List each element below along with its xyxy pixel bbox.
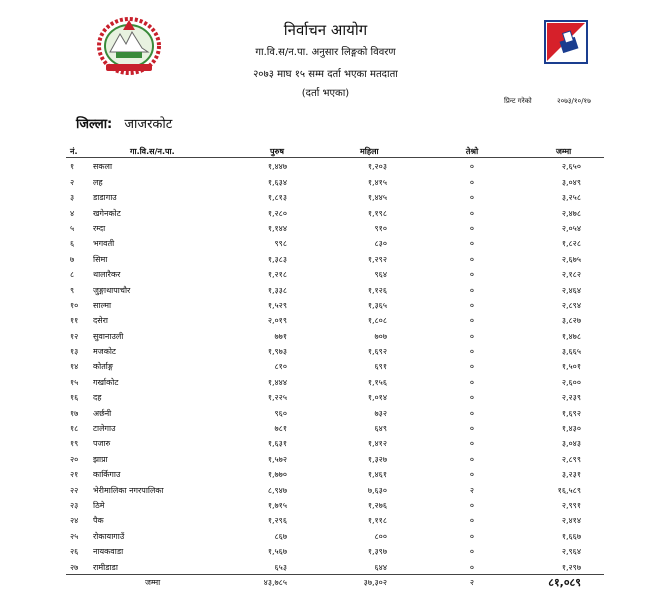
row-third-gender: ० [469,208,475,218]
table-row [0,406,651,421]
row-female: १,२०३ [367,162,387,172]
row-female: १,१९८ [367,208,387,218]
row-vdc-name: पजारु [93,439,111,449]
row-female: १,२७६ [367,500,387,510]
election-commission-logo-icon [544,20,588,64]
district-value: जाजरकोट [124,117,173,132]
row-third-gender: ० [469,254,475,264]
row-female: ७,६३० [367,485,387,495]
table-row [0,190,651,205]
row-male: १,२१८ [267,270,287,280]
total-male: ४३,७८५ [263,577,287,587]
row-vdc-name: मजकोट [93,347,116,357]
row-third-gender: २ [469,485,475,495]
row-third-gender: ० [469,316,475,326]
row-female: १,४१५ [367,177,387,187]
row-female: ९१० [374,223,387,233]
row-third-gender: ० [469,347,475,357]
table-row [0,252,651,267]
row-total: २,९९१ [561,500,581,510]
row-male: १,५७२ [267,454,287,464]
row-male: १,७७० [267,470,287,480]
row-total: १,५०१ [561,362,581,372]
table-row [0,359,651,374]
row-female: १,८०८ [367,316,387,326]
row-serial: २२ [70,485,79,495]
row-male: १,७१५ [267,500,287,510]
row-female: ६४९ [374,424,387,434]
row-vdc-name: कार्किगाउ [93,470,121,480]
row-third-gender: ० [469,270,475,280]
district-label: जिल्ला: [76,117,113,132]
row-male: १,२८० [267,208,287,218]
row-third-gender: ० [469,516,475,526]
row-third-gender: ० [469,562,475,572]
row-third-gender: ० [469,454,475,464]
row-male: १,८१३ [267,193,287,203]
row-third-gender: ० [469,547,475,557]
row-male: ८६७ [274,531,287,541]
row-serial: २० [70,454,79,464]
row-female: १,३२७ [367,454,387,464]
table-row [0,159,651,174]
row-female: ८३० [374,239,387,249]
row-male: ६५३ [274,562,287,572]
row-total: १,४७८ [561,331,581,341]
row-vdc-name: साल्मा [93,300,112,310]
table-row [0,498,651,513]
row-female: १,४४५ [367,193,387,203]
row-third-gender: ० [469,470,475,480]
row-serial: २७ [70,562,79,572]
table-row [0,221,651,236]
row-serial: १५ [70,377,79,387]
row-vdc-name: नायकवाडा [93,547,124,557]
row-male: ७७१ [274,331,287,341]
row-female: ८०० [374,531,387,541]
row-serial: १७ [70,408,79,418]
row-male: १,९७३ [267,347,287,357]
row-total: ३,६६५ [561,347,581,357]
row-serial: ७ [70,254,75,264]
table-row [0,544,651,559]
row-female: १,२९२ [367,254,387,264]
row-third-gender: ० [469,300,475,310]
total-female: ३७,३०२ [363,577,387,587]
row-serial: ६ [70,239,75,249]
row-male: ९९८ [274,239,287,249]
row-third-gender: ० [469,393,475,403]
row-male: ७८१ [274,424,287,434]
row-total: २,८९९ [561,454,581,464]
row-serial: ११ [70,316,79,326]
total-third-gender: २ [469,577,475,587]
row-third-gender: ० [469,331,475,341]
row-male: १,१४४ [267,223,287,233]
row-third-gender: ० [469,223,475,233]
row-vdc-name: रोकायागाउँ [93,531,125,541]
row-third-gender: ० [469,239,475,249]
row-serial: २६ [70,547,79,557]
table-row [0,298,651,313]
row-vdc-name: अर्छनी [93,408,112,418]
row-third-gender: ० [469,377,475,387]
row-vdc-name: भगवती [93,239,115,249]
row-serial: १४ [70,362,79,372]
row-third-gender: ० [469,193,475,203]
row-third-gender: ० [469,424,475,434]
row-female: १,१५६ [367,377,387,387]
row-third-gender: ० [469,408,475,418]
total-label: जम्मा [145,577,161,587]
table-body [0,159,651,575]
table-row [0,283,651,298]
row-male: १,३८३ [267,254,287,264]
row-vdc-name: झाप्रा [93,454,108,464]
row-serial: १६ [70,393,79,403]
row-total: २,८९४ [561,300,581,310]
row-vdc-name: सिमा [93,254,108,264]
table-row [0,267,651,282]
row-serial: २ [70,177,75,187]
row-male: १,२२५ [267,393,287,403]
row-total: १,६६७ [561,531,581,541]
header-third-gender: तेश्रो [465,147,479,156]
header-female: महिला [360,147,379,156]
row-female: ९६४ [374,270,387,280]
row-male: १,५२९ [267,300,287,310]
table-row [0,236,651,251]
header-serial: नं. [70,147,78,156]
table-row [0,375,651,390]
row-total: २,६५० [561,162,581,172]
row-vdc-name: डाडागाउ [93,193,117,203]
row-vdc-name: ठिमे [93,500,105,510]
header-divider [66,157,604,158]
header-male: पुरुष [270,147,284,156]
row-serial: १२ [70,331,79,341]
row-serial: २४ [70,516,79,526]
table-row [0,329,651,344]
row-total: १,४३० [561,424,581,434]
row-total: २,६७५ [561,254,581,264]
row-female: १,४१२ [367,439,387,449]
table-row [0,175,651,190]
table-row [0,467,651,482]
row-total: २,४१४ [561,516,581,526]
table-row [0,513,651,528]
row-serial: १९ [70,439,79,449]
row-female: ६९१ [374,362,387,372]
row-serial: १८ [70,424,79,434]
row-vdc-name: खगेनकोट [93,208,121,218]
header-total: जम्मा [556,147,572,156]
row-vdc-name: दसेरा [93,316,108,326]
row-female: ७३२ [374,408,387,418]
row-third-gender: ० [469,439,475,449]
row-total: १,६९२ [561,408,581,418]
row-vdc-name: रम्दा [93,223,106,233]
table-row [0,421,651,436]
row-female: १,११८ [367,516,387,526]
row-total: १,८२८ [561,239,581,249]
row-male: १,५६७ [267,547,287,557]
row-serial: ९ [70,285,75,295]
row-total: १,२९७ [561,562,581,572]
row-vdc-name: दह [93,393,102,403]
row-female: १,३६५ [367,300,387,310]
row-female: १,६९२ [367,347,387,357]
row-total: ३,०४९ [561,177,581,187]
row-vdc-name: भेरीमालिका नगरपालिका [93,485,164,495]
row-male: २,०१९ [267,316,287,326]
row-male: ८,९४७ [267,485,287,495]
page-title: निर्वाचन आयोग [283,21,368,39]
row-total: ३,२३१ [561,470,581,480]
row-third-gender: ० [469,531,475,541]
row-vdc-name: गर्खाकोट [93,377,119,387]
row-male: १,४४७ [267,162,287,172]
row-vdc-name: जुङ्गाथापाचौर [93,285,131,295]
table-row [0,483,651,498]
row-total: ३,८२७ [561,316,581,326]
row-male: १,६३१ [267,439,287,449]
row-male: ९६० [274,408,287,418]
district-heading [76,114,172,132]
print-date: २०७३/१०/१७ [557,97,591,105]
row-total: २,४७८ [561,208,581,218]
row-serial: ४ [70,208,75,218]
row-vdc-name: पैक [93,516,104,526]
row-third-gender: ० [469,500,475,510]
row-male: ८१० [274,362,287,372]
row-total: २,१८२ [561,270,581,280]
row-serial: २१ [70,470,79,480]
row-vdc-name: सुवानाउली [93,331,124,341]
row-total: २,२३९ [561,393,581,403]
row-vdc-name: टालेगाउ [93,424,116,434]
row-vdc-name: कोर्ताङ्ग [93,362,113,372]
row-serial: ८ [70,270,75,280]
print-label: प्रिन्ट गरेको [504,97,532,105]
report-description: २०७३ माघ १५ सम्म दर्ता भएका मतदाता [253,69,398,80]
total-divider [66,574,604,575]
row-serial: २३ [70,500,79,510]
row-serial: ५ [70,223,75,233]
row-total: ३,२५८ [561,193,581,203]
row-total: २,९६४ [561,547,581,557]
row-total: २,६०० [561,377,581,387]
row-serial: १ [70,162,75,172]
row-total: २,४६४ [561,285,581,295]
row-serial: २५ [70,531,79,541]
row-third-gender: ० [469,177,475,187]
table-row [0,390,651,405]
voter-table [0,144,651,590]
row-total: १६,५८९ [557,485,581,495]
row-vdc-name: रामीडाडा [93,562,118,572]
table-row [0,313,651,328]
row-female: १,४६१ [367,470,387,480]
row-male: १,६३४ [267,177,287,187]
row-male: १,३३८ [267,285,287,295]
table-row [0,206,651,221]
row-third-gender: ० [469,162,475,172]
row-vdc-name: थालारैकर [93,270,121,280]
table-row [0,529,651,544]
row-female: ७०७ [374,331,387,341]
row-female: ६४४ [374,562,387,572]
header-vdc: गा.वि.स/न.पा. [130,147,175,156]
row-total: ३,०४३ [561,439,581,449]
total-grand: ८१,०८९ [548,575,581,589]
row-serial: ३ [70,193,75,203]
row-serial: १० [70,300,79,310]
page-subtitle: गा.वि.स/न.पा. अनुसार लिङ्गको विवरण [255,47,396,58]
row-vdc-name: सकला [93,162,113,172]
row-serial: १३ [70,347,79,357]
table-row [0,560,651,575]
row-male: १,२९६ [267,516,287,526]
row-third-gender: ० [469,285,475,295]
row-male: १,४४४ [267,377,287,387]
table-row [0,452,651,467]
row-total: २,०५४ [561,223,581,233]
row-third-gender: ० [469,362,475,372]
report-note: (दर्ता भएका) [301,88,350,99]
table-total-row [0,575,651,590]
row-female: १,१२६ [367,285,387,295]
table-row [0,344,651,359]
table-row [0,436,651,451]
row-female: १,०१४ [367,393,387,403]
row-vdc-name: लह [93,177,103,187]
row-female: १,३९७ [367,547,387,557]
